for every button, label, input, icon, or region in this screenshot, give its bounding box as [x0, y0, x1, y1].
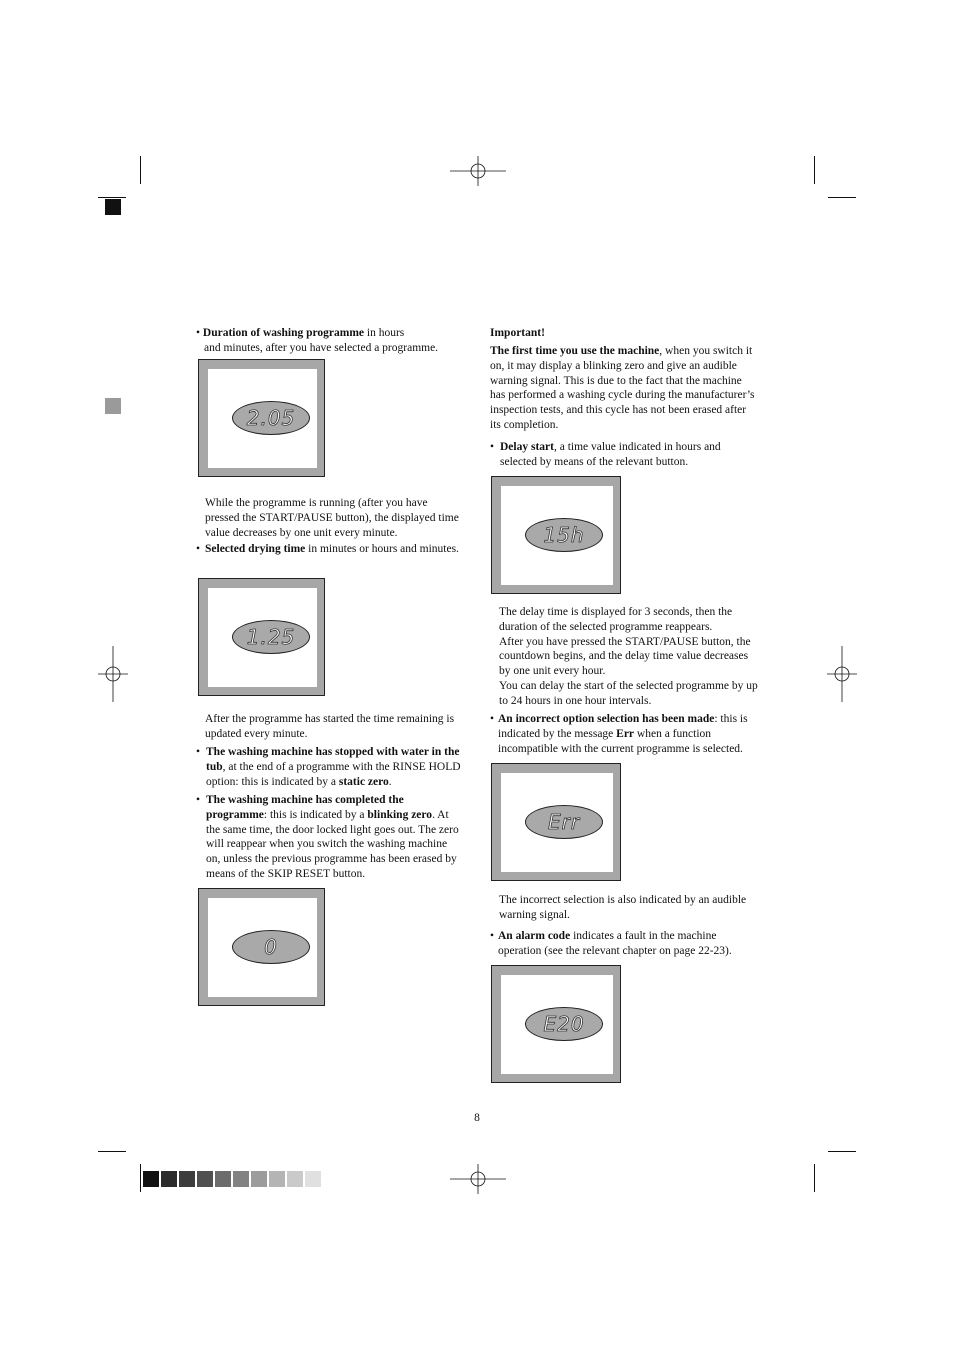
display-panel-duration: [198, 359, 325, 477]
registration-mark-icon: [827, 646, 857, 702]
audible-paragraph: The incorrect selection is also indicated by an audible warning signal.: [499, 894, 747, 921]
display-panel-alarm: [491, 965, 621, 1083]
crop-mark: [140, 1164, 141, 1192]
first-use-paragraph: The first time you use the machine, when you switch it on, it may display a blinking zero and give an audible warning signal. This is due to the fact that the machine has performed a washing cycle during the manufacturer’s inspection tests, and this cycle has not been erased after its completion.: [490, 345, 755, 431]
display-panel-delay: [491, 476, 621, 594]
registration-mark-icon: [450, 156, 506, 186]
remaining-paragraph: After the programme has started the time remaining is updated every minute.: [205, 713, 455, 740]
alarm-paragraph: • An alarm code indicates a fault in the machine operation (see the relevant chapter on page 22-23).: [490, 930, 732, 957]
stopped-water-paragraph: • The washing machine has stopped with water in the tub, at the end of a programme with the RINSE HOLD option: this is indicated by a static zero.: [196, 746, 461, 788]
crop-mark: [140, 156, 141, 184]
crop-mark: [98, 1151, 126, 1152]
gray-marker: [105, 398, 121, 414]
registration-mark-icon: [450, 1164, 506, 1194]
lcd-display: 1.25: [232, 620, 310, 654]
display-panel-drying: [198, 578, 325, 696]
duration-paragraph: • Duration of washing programme in hours and minutes, after you have selected a programme.: [196, 327, 439, 354]
display-panel-zero: [198, 888, 325, 1006]
crop-mark: [828, 197, 856, 198]
swatch: [269, 1171, 285, 1187]
swatch: [161, 1171, 177, 1187]
lcd-display: 15h: [525, 518, 603, 552]
lcd-display: Err: [525, 805, 603, 839]
swatch: [179, 1171, 195, 1187]
display-panel-err: [491, 763, 621, 881]
crop-mark: [98, 197, 126, 198]
delay-explanation: The delay time is displayed for 3 seconds, then the duration of the selected programme reappears. After you have pressed the START/PAUSE button, the countdown begins, and the delay time value decreases by one unit every hour. You can delay the start of the selected programme by up to 24 hours in one hour intervals.: [499, 606, 758, 707]
swatch: [287, 1171, 303, 1187]
important-heading: Important!: [490, 327, 545, 339]
running-paragraph: While the programme is running (after you have pressed the START/PAUSE button), the displayed time value decreases by one unit every minute.: [205, 497, 459, 539]
duration-heading: Duration of washing programme: [202, 327, 365, 339]
incorrect-option-paragraph: • An incorrect option selection has been made: this is indicated by the message Err when a function incompatible with the current programme is selected.: [490, 713, 748, 755]
page-number: 8: [474, 1112, 480, 1124]
lcd-display: 0: [232, 930, 310, 964]
crop-mark: [814, 1164, 815, 1192]
crop-mark: [828, 1151, 856, 1152]
swatch: [305, 1171, 321, 1187]
completed-paragraph: • The washing machine has completed the programme: this is indicated by a blinking zero. At the same time, the door locked light goes out. The zero will reappear when you switch the washing machine on, unless the previous programme has been erased by means of the SKIP RESET button.: [196, 794, 459, 880]
swatch: [215, 1171, 231, 1187]
swatch: [233, 1171, 249, 1187]
lcd-display: 2.05: [232, 401, 310, 435]
registration-mark-icon: [98, 646, 128, 702]
swatch: [143, 1171, 159, 1187]
lcd-display: E20: [525, 1007, 603, 1041]
swatch: [251, 1171, 267, 1187]
drying-paragraph: • Selected drying time in minutes or hours and minutes.: [196, 543, 459, 555]
crop-mark: [814, 156, 815, 184]
swatch: [197, 1171, 213, 1187]
delay-start-paragraph: • Delay start, a time value indicated in hours and selected by means of the relevant button.: [490, 441, 721, 468]
black-marker: [105, 199, 121, 215]
